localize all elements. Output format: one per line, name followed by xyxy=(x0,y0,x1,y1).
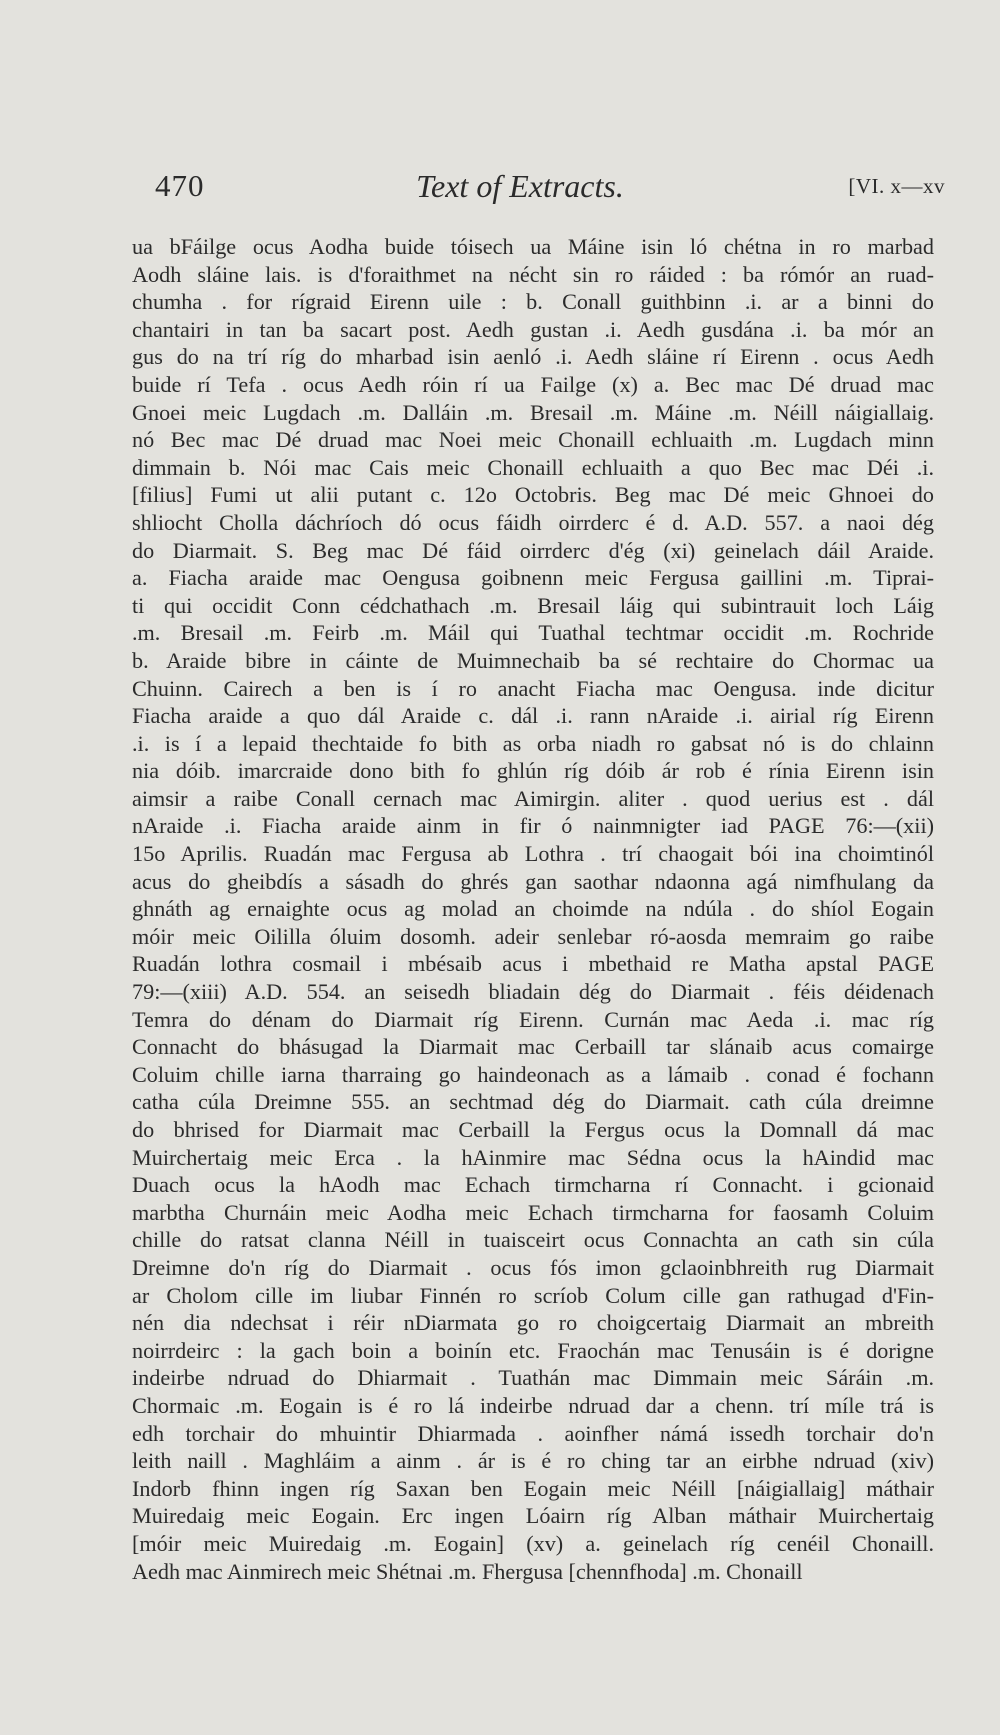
text-line: nAraide .i. Fiacha araide ainm in fir ó nainmnigter iad PAGE 76:—(xii) xyxy=(132,813,934,839)
text-line: Aodh sláine lais. is d'foraithmet na nécht sin ro ráided : ba rómór an ruad- xyxy=(132,261,934,287)
body-text xyxy=(132,233,934,1585)
text-line: Fiacha araide a quo dál Araide c. dál .i. rann nAraide .i. airial ríg Eirenn xyxy=(132,703,934,729)
text-line: Gnoei meic Lugdach .m. Dalláin .m. Bresail .m. Máine .m. Néill náigiallaig. xyxy=(132,399,934,425)
text-line: nia dóib. imarcraide dono bith fo ghlún ríg dóib ár rob é rínia Eirenn isin xyxy=(132,758,934,784)
text-line: do Diarmait. S. Beg mac Dé fáid oirrderc d'ég (xi) geinelach dáil Araide. xyxy=(132,537,934,563)
text-line: noirrdeirc : la gach boin a boinín etc. Fraochán mac Tenusáin is é dorigne xyxy=(132,1337,934,1363)
text-line: Coluim chille iarna tharraing go haindeonach as a lámaib . conad é fochann xyxy=(132,1061,934,1087)
text-line: 79:—(xiii) A.D. 554. an seisedh bliadain dég do Diarmait . féis déidenach xyxy=(132,979,934,1005)
text-line: 15o Aprilis. Ruadán mac Fergusa ab Lothra . trí chaogait bói ina choimtinól xyxy=(132,841,934,867)
text-line: acus do gheibdís a sásadh do ghrés gan saothar ndaonna agá nimfhulang da xyxy=(132,868,934,894)
text-line: dimmain b. Nói mac Cais meic Chonaill echluaith a quo Bec mac Déi .i. xyxy=(132,454,934,480)
text-line: chille do ratsat clanna Néill in tuaisceirt ocus Connachta an cath sin cúla xyxy=(132,1227,934,1253)
text-line: ghnáth ag ernaighte ocus ag molad an choimde na ndúla . do shíol Eogain xyxy=(132,896,934,922)
text-line: [filius] Fumi ut alii putant c. 12o Octobris. Beg mac Dé meic Ghnoei do xyxy=(132,482,934,508)
text-line: a. Fiacha araide mac Oengusa goibnenn meic Fergusa gaillini .m. Tiprai- xyxy=(132,565,934,591)
text-line: nó Bec mac Dé druad mac Noei meic Chonaill echluaith .m. Lugdach minn xyxy=(132,427,934,453)
text-line: chantairi in tan ba sacart post. Aedh gustan .i. Aedh gusdána .i. ba mór an xyxy=(132,316,934,342)
text-line: chumha . for rígraid Eirenn uile : b. Conall guithbinn .i. ar a binni do xyxy=(132,289,934,315)
text-line: Muiredaig meic Eogain. Erc ingen Lóairn ríg Alban máthair Muirchertaig xyxy=(132,1503,934,1529)
text-line: ua bFáilge ocus Aodha buide tóisech ua Máine isin ló chétna in ro marbad xyxy=(132,234,934,259)
text-line: catha cúla Dreimne 555. an sechtmad dég do Diarmait. cath cúla dreimne xyxy=(132,1089,934,1115)
text-line: Chormaic .m. Eogain is é ro lá indeirbe ndruad dar a chenn. trí míle trá is xyxy=(132,1392,934,1418)
text-line: [móir meic Muiredaig .m. Eogain] (xv) a. geinelach ríg cenéil Chonaill. xyxy=(132,1530,934,1556)
text-line: buide rí Tefa . ocus Aedh róin rí ua Failge (x) a. Bec mac Dé druad mac xyxy=(132,371,934,397)
section-reference: [VI. x—xv xyxy=(848,174,945,198)
text-line: Aedh mac Ainmirech meic Shétnai .m. Fhergusa [chennfhoda] .m. Chonaill xyxy=(132,1558,803,1584)
text-line: Chuinn. Cairech a ben is í ro anacht Fiacha mac Oengusa. inde dicitur xyxy=(132,675,934,701)
page-header xyxy=(155,168,945,208)
text-line: Indorb fhinn ingen ríg Saxan ben Eogain meic Néill [náigiallaig] máthair xyxy=(132,1475,934,1501)
text-line: Ruadán lothra cosmail i mbésaib acus i mbethaid re Matha apstal PAGE xyxy=(132,951,934,977)
text-line: ar Cholom cille im liubar Finnén ro scríob Colum cille gan rathugad d'Fin- xyxy=(132,1282,934,1308)
running-title: Text of Extracts. xyxy=(416,168,624,204)
text-line: .i. is í a lepaid thechtaide fo bith as orba niadh ro gabsat nó is do chlainn xyxy=(132,730,934,756)
text-line: gus do na trí ríg do mharbad isin aenló .i. Aedh sláine rí Eirenn . ocus Aedh xyxy=(132,344,934,370)
text-line: Connacht do bhásugad la Diarmait mac Cerbaill tar slánaib acus comairge xyxy=(132,1034,934,1060)
text-line: Temra do dénam do Diarmait ríg Eirenn. Curnán mac Aeda .i. mac ríg xyxy=(132,1006,934,1032)
text-line: shliocht Cholla dáchríoch dó ocus fáidh oirrderc é d. A.D. 557. a naoi dég xyxy=(132,509,934,535)
text-line: leith naill . Maghláim a ainm . ár is é ro ching tar an eirbhe ndruad (xiv) xyxy=(132,1448,934,1474)
text-line: Muirchertaig meic Erca . la hAinmire mac Sédna ocus la hAindid mac xyxy=(132,1144,934,1170)
text-line: nén dia ndechsat i réir nDiarmata go ro choigcertaig Diarmait an mbreith xyxy=(132,1310,934,1336)
text-line: .m. Bresail .m. Feirb .m. Máil qui Tuathal techtmar occidit .m. Rochride xyxy=(132,620,934,646)
text-line: ti qui occidit Conn cédchathach .m. Bresail láig qui subintrauit loch Láig xyxy=(132,592,934,618)
text-line: móir meic Oililla óluim dosomh. adeir senlebar ró-aosda memraim go raibe xyxy=(132,923,934,949)
text-line: aimsir a raibe Conall cernach mac Aimirgin. aliter . quod uerius est . dál xyxy=(132,785,934,811)
page-number: 470 xyxy=(155,168,205,203)
text-line: b. Araide bibre in cáinte de Muimnechaib ba sé rechtaire do Chormac ua xyxy=(132,647,934,673)
text-line: edh torchair do mhuintir Dhiarmada . aoinfher námá issedh torchair do'n xyxy=(132,1420,934,1446)
text-line: Duach ocus la hAodh mac Echach tirmcharna rí Connacht. i gcionaid xyxy=(132,1172,934,1198)
text-line: do bhrised for Diarmait mac Cerbaill la Fergus ocus la Domnall dá mac xyxy=(132,1117,934,1142)
text-line: marbtha Churnáin meic Aodha meic Echach tirmcharna for faosamh Coluim xyxy=(132,1199,934,1225)
text-line: Dreimne do'n ríg do Diarmait . ocus fós imon gclaoinbhreith rug Diarmait xyxy=(132,1254,934,1280)
text-line: indeirbe ndruad do Dhiarmait . Tuathán mac Dimmain meic Sáráin .m. xyxy=(132,1365,934,1391)
